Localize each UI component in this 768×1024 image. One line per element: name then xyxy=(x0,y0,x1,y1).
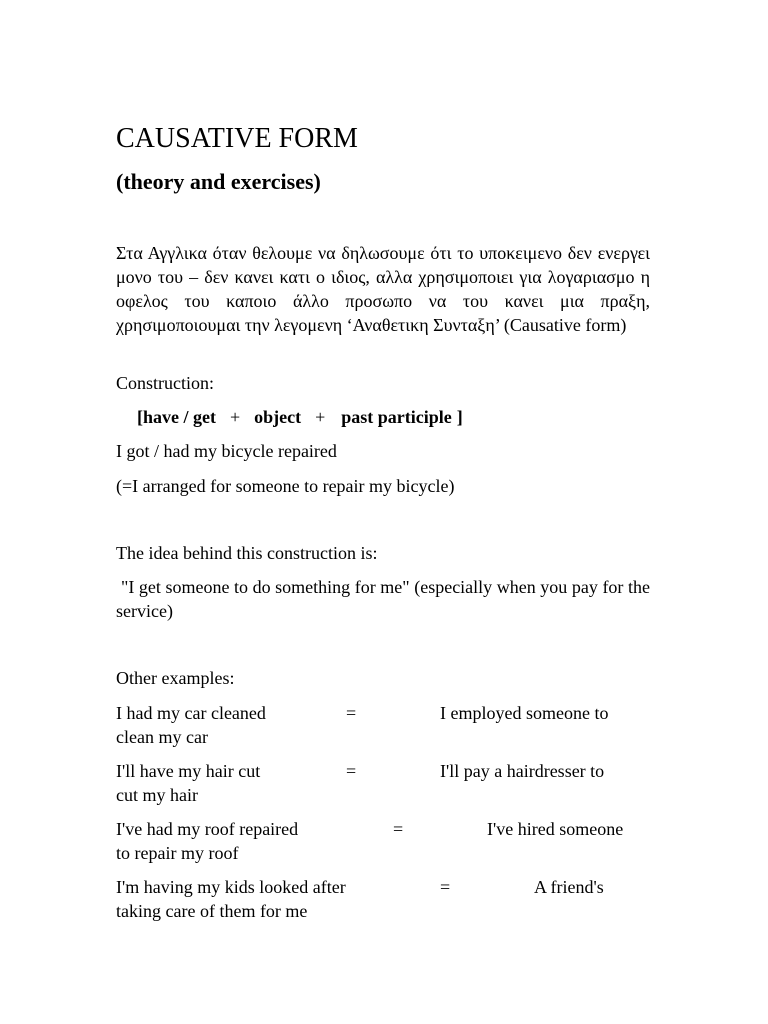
page-subtitle: (theory and exercises) xyxy=(116,169,321,194)
formula-plus: + xyxy=(315,407,326,427)
example-left-line1: I had my car cleaned xyxy=(116,703,266,723)
idea-label: The idea behind this construction is: xyxy=(116,543,378,563)
example-left-line1: I'll have my hair cut xyxy=(116,761,261,781)
other-examples-label: Other examples: xyxy=(116,668,235,688)
example-left-line1: I've had my roof repaired xyxy=(116,819,299,839)
example-left-line2: cut my hair xyxy=(116,785,198,805)
example-left-line2: clean my car xyxy=(116,727,208,747)
intro-paragraph: Στα Αγγλικα όταν θελουμε να δηλωσουμε ότι το υποκειμενο δεν ενεργει μονο του – δεν κανει κατι ο ιδιος, αλλα χρησιμοποιει για λογαριασμο η οφελος του καποιο άλλο προσωπο να του κανει μια πραξη, χρησιμοποιουμαι την λεγομενη ‘Αναθετικη Συνταξη’ (Causative form) xyxy=(116,243,650,335)
formula-object: object xyxy=(254,407,302,427)
example-row xyxy=(116,759,650,809)
formula-past-participle: past participle xyxy=(341,407,452,427)
example-row xyxy=(116,875,650,925)
example-meaning: I employed someone to xyxy=(440,703,609,723)
example-meaning: I'll pay a hairdresser to xyxy=(440,761,605,781)
example-left-line2: to repair my roof xyxy=(116,843,239,863)
example-row xyxy=(116,701,650,751)
example-left-line1: I'm having my kids looked after xyxy=(116,877,346,897)
example-equals: = xyxy=(393,819,404,839)
example-equals: = xyxy=(440,877,451,897)
construction-formula xyxy=(137,405,463,429)
construction-label: Construction: xyxy=(116,373,214,393)
example-left-line2: taking care of them for me xyxy=(116,901,308,921)
formula-close-bracket: ] xyxy=(456,407,463,427)
example-sentence: I got / had my bicycle repaired xyxy=(116,441,337,461)
idea-text: "I get someone to do something for me" (especially when you pay for the service) xyxy=(116,577,650,621)
example-equals: = xyxy=(346,703,357,723)
formula-plus: + xyxy=(229,407,241,427)
example-equals: = xyxy=(346,761,357,781)
example-explanation: (=I arranged for someone to repair my bicycle) xyxy=(116,476,455,496)
formula-have-get: [have / get xyxy=(137,407,216,427)
page-title: CAUSATIVE FORM xyxy=(116,123,358,154)
example-meaning: A friend's xyxy=(534,877,604,897)
example-row xyxy=(116,817,650,867)
example-meaning: I've hired someone xyxy=(487,819,624,839)
